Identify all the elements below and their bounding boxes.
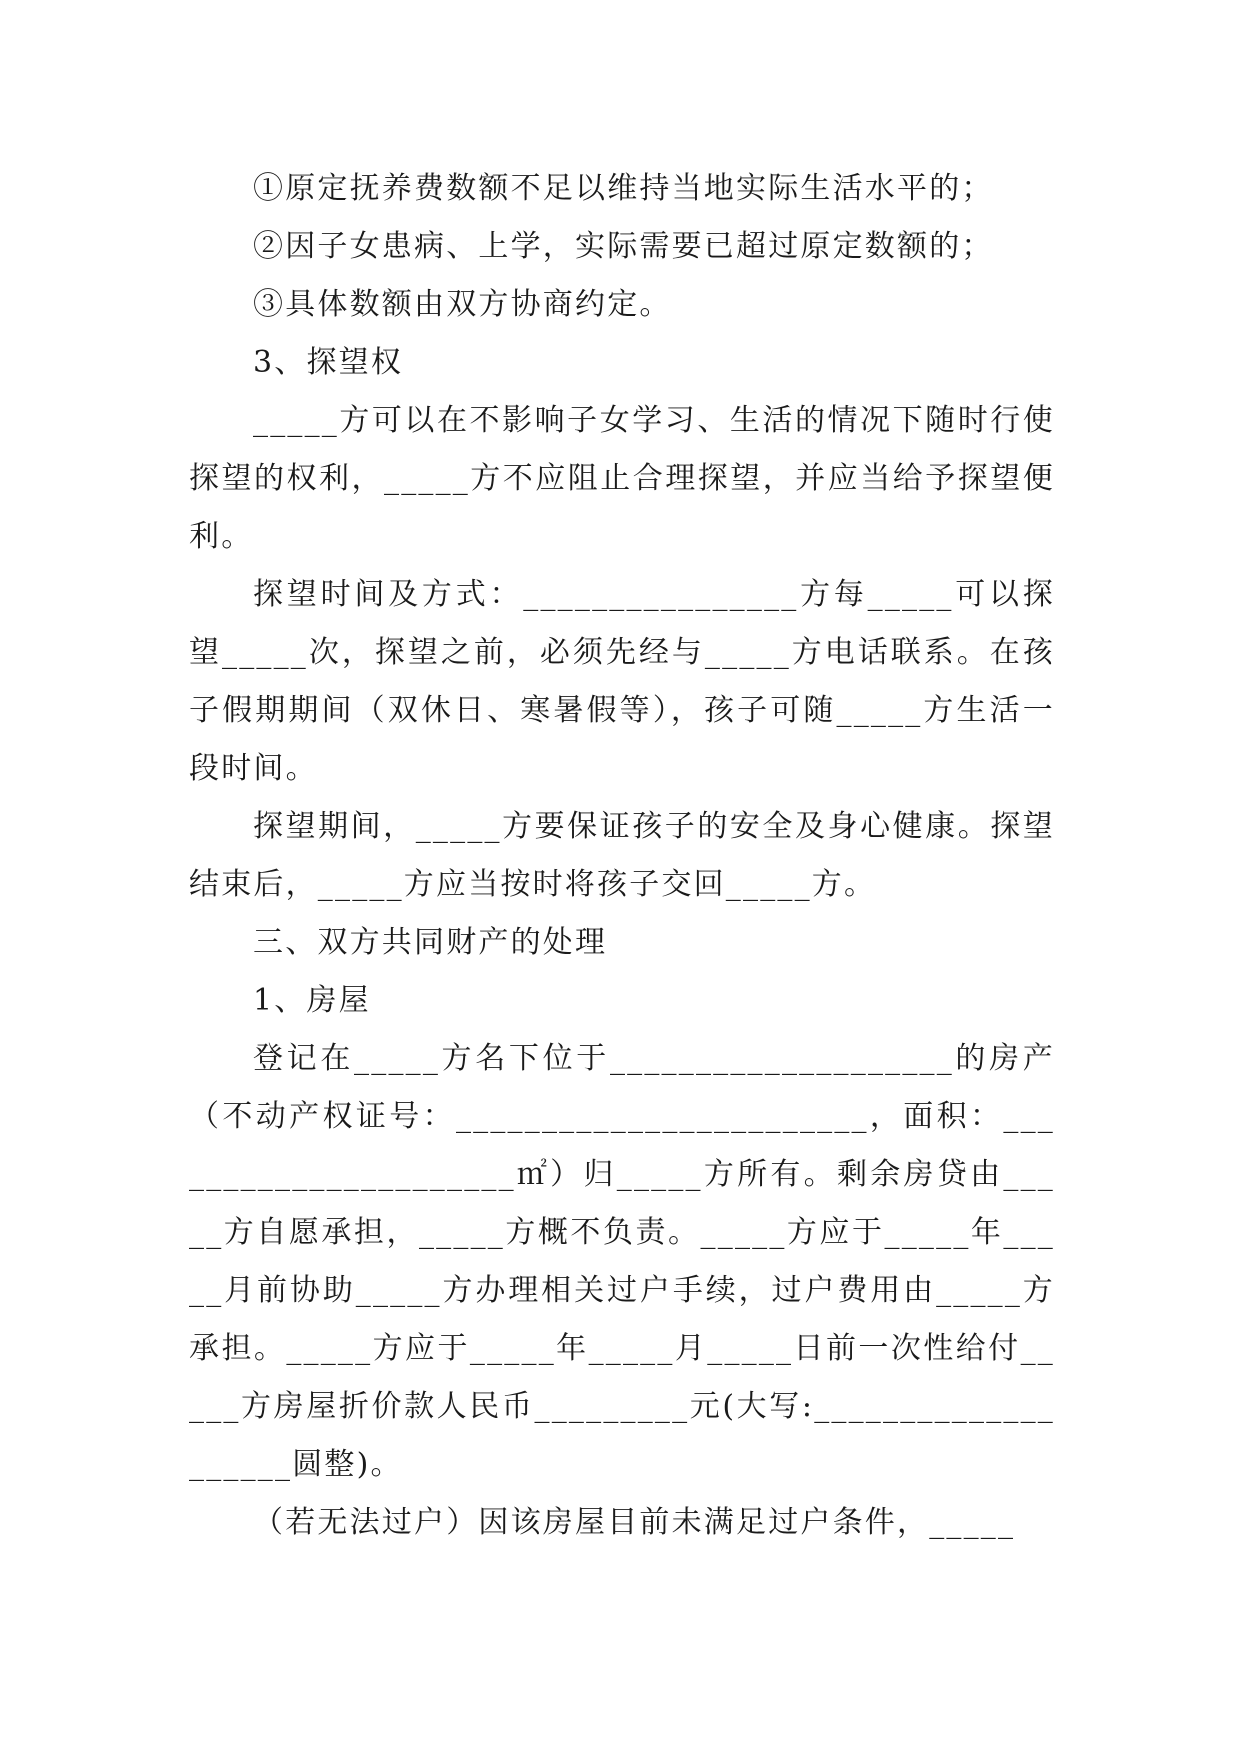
section-heading-visitation: 3、探望权 [253, 345, 404, 380]
paragraph-house-ownership: 登记在_____方名下位于____________________的房产（不动产权证号：________________________，面积：______________________㎡）归_____方所有。剩余房贷由_____方自愿承担，_____方概不负责。_____方应于_____年_____月前协助_____方办理相关过户手续，过户费用由_____方承担。_____方应于_____年_____月_____日前一次性给付_____方房屋折价款人民币_________元(大写:____________________圆整)。 [189, 1041, 1055, 1482]
document-body [189, 160, 1055, 1552]
section-heading-property: 三、双方共同财产的处理 [253, 925, 608, 960]
paragraph-visitation-right: _____方可以在不影响子女学习、生活的情况下随时行使探望的权利，_____方不应阻止合理探望，并应当给予探望便利。 [189, 403, 1055, 554]
clause-item-3: ③具体数额由双方协商约定。 [253, 287, 672, 322]
paragraph-visitation-schedule: 探望时间及方式：________________方每_____可以探望_____次，探望之前，必须先经与_____方电话联系。在孩子假期期间（双休日、寒暑假等），孩子可随_____方生活一段时间。 [189, 577, 1055, 786]
paragraph-no-transfer: （若无法过户）因该房屋目前未满足过户条件，_____ [253, 1505, 1016, 1540]
clause-item-2: ②因子女患病、上学，实际需要已超过原定数额的； [253, 229, 994, 264]
subsection-heading-house: 1、房屋 [253, 983, 371, 1018]
paragraph-visitation-period: 探望期间，_____方要保证孩子的安全及身心健康。探望结束后，_____方应当按时将孩子交回_____方。 [189, 809, 1055, 902]
clause-item-1: ①原定抚养费数额不足以维持当地实际生活水平的； [253, 171, 994, 206]
